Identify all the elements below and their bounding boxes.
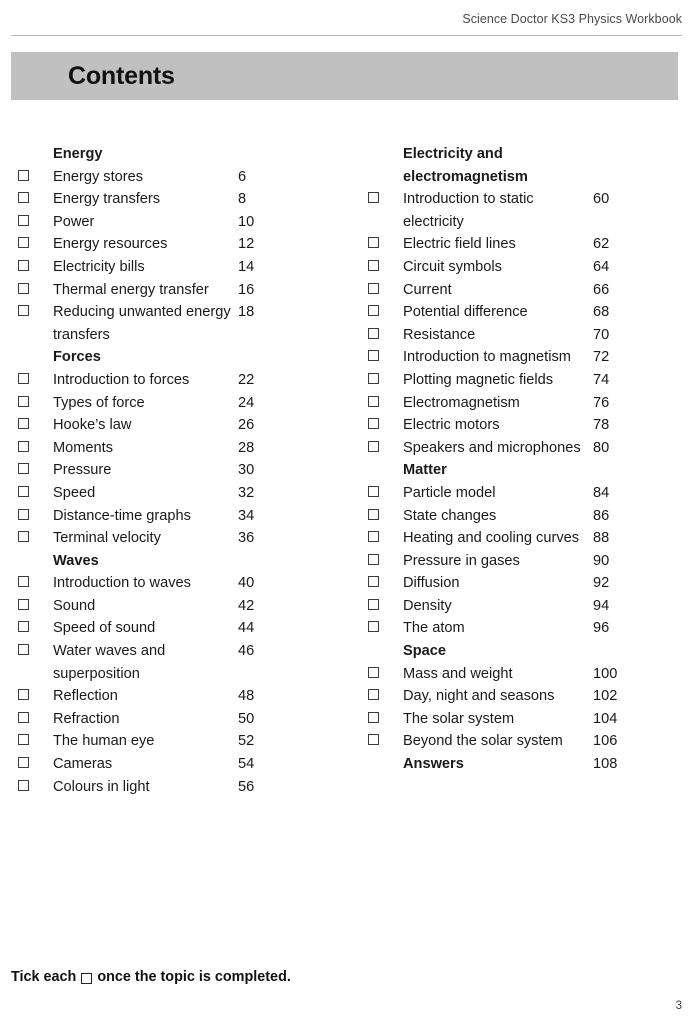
contents-entry-row[interactable] [18, 527, 348, 550]
contents-entry-row[interactable] [18, 617, 348, 640]
topic-checkbox[interactable] [18, 527, 53, 542]
topic-label: Diffusion [403, 575, 460, 592]
checkbox-icon [368, 531, 379, 542]
checkbox-icon [368, 396, 379, 407]
topic-label: Water waves and superposition [53, 643, 166, 682]
topic-label: Sound [53, 597, 96, 614]
contents-group-row [368, 459, 688, 482]
topic-checkbox[interactable] [18, 776, 53, 791]
topic-page-number: 78 [593, 417, 610, 434]
topic-checkbox[interactable] [18, 482, 53, 497]
topic-page-number: 50 [238, 710, 255, 727]
topic-page-number: 54 [238, 756, 255, 773]
checkbox-icon [18, 463, 29, 474]
contents-entry-row[interactable] [18, 753, 348, 776]
page-number: 3 [675, 1000, 682, 1012]
topic-checkbox[interactable] [18, 414, 53, 429]
topic-checkbox[interactable] [368, 482, 403, 497]
topic-checkbox[interactable] [368, 550, 403, 565]
contents-entry-row[interactable] [18, 572, 348, 595]
topic-checkbox[interactable] [18, 505, 53, 520]
checkbox-icon [18, 712, 29, 723]
topic-label: Electricity bills [53, 258, 145, 275]
contents-entry-row[interactable] [18, 188, 348, 211]
footnote [11, 967, 291, 987]
checkbox-icon [18, 260, 29, 271]
topic-checkbox[interactable] [18, 233, 53, 248]
contents-group-row [368, 640, 688, 663]
topic-page-number: 80 [593, 439, 610, 456]
checkbox-icon [368, 192, 379, 203]
topic-page-number: 90 [593, 552, 610, 569]
contents-entry-row[interactable] [368, 595, 688, 618]
contents-entry-row[interactable] [18, 211, 348, 234]
topic-label: Reflection [53, 688, 118, 705]
checkbox-placeholder [18, 143, 53, 158]
topic-label: Introduction to waves [53, 575, 191, 592]
contents-entry-row[interactable] [368, 414, 688, 437]
topic-page-number: 44 [238, 620, 255, 637]
section-heading: Electricity and electromagnetism [403, 146, 528, 185]
topic-checkbox[interactable] [368, 279, 403, 294]
contents-entry-row[interactable] [368, 301, 688, 324]
topic-checkbox[interactable] [18, 595, 53, 610]
topic-checkbox[interactable] [18, 301, 53, 316]
topic-label: Mass and weight [403, 665, 513, 682]
topic-checkbox[interactable] [368, 685, 403, 700]
topic-label: Day, night and seasons [403, 688, 555, 705]
topic-checkbox[interactable] [18, 617, 53, 632]
topic-page-number: 88 [593, 530, 610, 547]
topic-label: Cameras [53, 756, 113, 773]
checkbox-icon [18, 644, 29, 655]
topic-checkbox[interactable] [368, 256, 403, 271]
topic-label: Current [403, 281, 452, 298]
contents-title-band [11, 52, 678, 100]
topic-page-number: 100 [593, 665, 618, 682]
topic-checkbox[interactable] [368, 505, 403, 520]
section-heading: Answers [403, 756, 464, 773]
checkbox-placeholder [368, 640, 403, 655]
topic-label: Circuit symbols [403, 258, 502, 275]
topic-checkbox[interactable] [368, 663, 403, 678]
checkbox-icon [18, 418, 29, 429]
topic-label: Heating and cooling curves [403, 530, 580, 547]
topic-checkbox[interactable] [368, 324, 403, 339]
topic-page-number: 36 [238, 530, 255, 547]
topic-label: Reducing unwanted energy transfers [53, 304, 231, 343]
topic-checkbox[interactable] [18, 211, 53, 226]
topic-page-number: 22 [238, 371, 255, 388]
topic-page-number: 8 [238, 191, 247, 208]
topic-checkbox[interactable] [18, 256, 53, 271]
topic-page-number: 92 [593, 575, 610, 592]
checkbox-icon [368, 509, 379, 520]
checkbox-icon [18, 486, 29, 497]
topic-checkbox[interactable] [18, 437, 53, 452]
topic-checkbox[interactable] [18, 730, 53, 745]
page-title: Contents [68, 61, 175, 90]
contents-entry-row[interactable] [18, 776, 348, 799]
contents-entry-row[interactable] [18, 459, 348, 482]
checkbox-icon [368, 486, 379, 497]
topic-checkbox[interactable] [368, 346, 403, 361]
contents-entry-row[interactable] [368, 730, 688, 753]
contents-entry-row[interactable] [18, 730, 348, 753]
topic-label: Distance-time graphs [53, 507, 191, 524]
contents-entry-row[interactable] [18, 505, 348, 528]
topic-label: The atom [403, 620, 465, 637]
topic-page-number: 40 [238, 575, 255, 592]
running-header-title: Science Doctor KS3 Physics Workbook [462, 12, 682, 26]
contents-entry-row[interactable] [368, 279, 688, 302]
topic-page-number: 94 [593, 597, 610, 614]
contents-entry-row[interactable] [18, 279, 348, 302]
topic-checkbox[interactable] [18, 369, 53, 384]
topic-label: Introduction to forces [53, 371, 190, 388]
checkbox-placeholder [18, 346, 53, 361]
checkbox-icon [368, 237, 379, 248]
checkbox-icon [368, 373, 379, 384]
topic-page-number: 42 [238, 597, 255, 614]
checkbox-icon [368, 667, 379, 678]
contents-entry-row[interactable] [368, 346, 688, 369]
topic-page-number: 12 [238, 236, 255, 253]
topic-label: Electric field lines [403, 236, 516, 253]
checkbox-icon [368, 734, 379, 745]
contents-entry-row[interactable] [18, 301, 348, 346]
contents-entry-row[interactable] [368, 505, 688, 528]
contents-entry-row[interactable] [368, 708, 688, 731]
topic-label: Beyond the solar system [403, 733, 563, 750]
checkbox-icon [18, 757, 29, 768]
topic-page-number: 66 [593, 281, 610, 298]
topic-checkbox[interactable] [18, 459, 53, 474]
topic-page-number: 96 [593, 620, 610, 637]
topic-page-number: 74 [593, 371, 610, 388]
contents-entry-row[interactable] [368, 437, 688, 460]
contents-group-row [18, 143, 348, 166]
checkbox-icon [18, 192, 29, 203]
checkbox-placeholder [18, 550, 53, 565]
contents-entry-row[interactable] [18, 437, 348, 460]
topic-label: Hooke’s law [53, 417, 132, 434]
checkbox-placeholder [368, 143, 403, 158]
topic-page-number: 48 [238, 688, 255, 705]
checkbox-icon [368, 283, 379, 294]
checkbox-icon [18, 283, 29, 294]
topic-page-number: 108 [593, 756, 618, 773]
checkbox-icon [368, 689, 379, 700]
topic-checkbox[interactable] [18, 572, 53, 587]
section-heading: Space [403, 643, 446, 660]
topic-page-number: 64 [593, 258, 610, 275]
contents-entry-row[interactable] [18, 233, 348, 256]
topic-label: Thermal energy transfer [53, 281, 209, 298]
topic-page-number: 52 [238, 733, 255, 750]
header-divider [11, 35, 682, 36]
topic-checkbox[interactable] [368, 392, 403, 407]
checkbox-icon [18, 396, 29, 407]
topic-checkbox[interactable] [368, 188, 403, 203]
contents-group-row [18, 550, 348, 573]
contents-entry-row[interactable] [368, 369, 688, 392]
checkbox-icon [368, 576, 379, 587]
topic-label: Energy transfers [53, 191, 161, 208]
topic-page-number: 60 [593, 191, 610, 208]
topic-label: Terminal velocity [53, 530, 161, 547]
checkbox-icon [368, 350, 379, 361]
topic-label: Moments [53, 439, 114, 456]
checkbox-icon [18, 689, 29, 700]
checkbox-icon [368, 712, 379, 723]
topic-checkbox[interactable] [368, 233, 403, 248]
topic-checkbox[interactable] [368, 301, 403, 316]
topic-page-number: 30 [238, 462, 255, 479]
checkbox-icon [18, 373, 29, 384]
topic-label: The human eye [53, 733, 155, 750]
section-heading: Forces [53, 349, 101, 366]
topic-page-number: 62 [593, 236, 610, 253]
contents-group-row [368, 753, 688, 776]
checkbox-icon [368, 305, 379, 316]
contents-entry-row[interactable] [18, 414, 348, 437]
topic-label: Introduction to magnetism [403, 349, 571, 366]
topic-page-number: 32 [238, 484, 255, 501]
topic-label: Power [53, 213, 95, 230]
checkbox-icon [368, 260, 379, 271]
running-header [11, 10, 682, 35]
checkbox-icon [18, 237, 29, 248]
topic-page-number: 14 [238, 258, 255, 275]
checkbox-icon [18, 734, 29, 745]
contents-column-left [18, 143, 348, 798]
topic-checkbox[interactable] [368, 595, 403, 610]
topic-label: Speakers and microphones [403, 439, 581, 456]
contents-entry-row[interactable] [18, 392, 348, 415]
topic-label: State changes [403, 507, 497, 524]
topic-checkbox[interactable] [18, 708, 53, 723]
topic-checkbox[interactable] [368, 414, 403, 429]
section-heading: Waves [53, 552, 99, 569]
topic-checkbox[interactable] [18, 166, 53, 181]
topic-page-number: 18 [238, 304, 255, 321]
checkbox-icon [368, 328, 379, 339]
contents-entry-row[interactable] [368, 233, 688, 256]
topic-checkbox[interactable] [368, 617, 403, 632]
topic-label: Plotting magnetic fields [403, 371, 554, 388]
contents-column-right [368, 143, 688, 776]
topic-page-number: 28 [238, 439, 255, 456]
topic-page-number: 84 [593, 484, 610, 501]
topic-page-number: 104 [593, 710, 618, 727]
topic-label: The solar system [403, 710, 515, 727]
checkbox-icon [18, 441, 29, 452]
contents-entry-row[interactable] [18, 482, 348, 505]
topic-page-number: 102 [593, 688, 618, 705]
checkbox-icon [18, 531, 29, 542]
contents-entry-row[interactable] [368, 663, 688, 686]
topic-page-number: 86 [593, 507, 610, 524]
section-heading: Matter [403, 462, 447, 479]
checkbox-icon [18, 509, 29, 520]
checkbox-placeholder [368, 753, 403, 768]
topic-label: Refraction [53, 710, 120, 727]
contents-entry-row[interactable] [18, 708, 348, 731]
contents-entry-row[interactable] [368, 685, 688, 708]
topic-label: Electric motors [403, 417, 500, 434]
checkbox-icon [368, 441, 379, 452]
topic-label: Speed [53, 484, 96, 501]
topic-page-number: 106 [593, 733, 618, 750]
checkbox-icon [18, 599, 29, 610]
contents-entry-row[interactable] [18, 369, 348, 392]
contents-entry-row[interactable] [18, 685, 348, 708]
topic-page-number: 16 [238, 281, 255, 298]
contents-entry-row[interactable] [368, 188, 688, 233]
topic-checkbox[interactable] [18, 392, 53, 407]
contents-entry-row[interactable] [18, 595, 348, 618]
checkbox-icon [368, 554, 379, 565]
contents-entry-row[interactable] [368, 482, 688, 505]
checkbox-icon [18, 780, 29, 791]
checkbox-icon [368, 599, 379, 610]
topic-page-number: 24 [238, 394, 255, 411]
contents-entry-row[interactable] [368, 392, 688, 415]
checkbox-icon [18, 215, 29, 226]
topic-page-number: 46 [238, 643, 255, 660]
contents-group-row [368, 143, 688, 188]
topic-label: Particle model [403, 484, 496, 501]
checkbox-icon [18, 621, 29, 632]
topic-page-number: 6 [238, 168, 247, 185]
topic-checkbox[interactable] [18, 685, 53, 700]
topic-page-number: 68 [593, 304, 610, 321]
contents-entry-row[interactable] [368, 527, 688, 550]
checkbox-placeholder [368, 459, 403, 474]
topic-checkbox[interactable] [18, 753, 53, 768]
topic-label: Types of force [53, 394, 145, 411]
contents-entry-row[interactable] [368, 617, 688, 640]
topic-label: Pressure in gases [403, 552, 520, 569]
topic-label: Potential difference [403, 304, 528, 321]
topic-checkbox[interactable] [368, 708, 403, 723]
contents-group-row [18, 346, 348, 369]
topic-label: Energy resources [53, 236, 168, 253]
topic-label: Density [403, 597, 452, 614]
checkbox-icon [368, 621, 379, 632]
topic-page-number: 26 [238, 417, 255, 434]
contents-entry-row[interactable] [368, 550, 688, 573]
topic-label: Introduction to static electricity [403, 191, 534, 230]
contents-entry-row[interactable] [18, 640, 348, 685]
checkbox-icon [18, 170, 29, 181]
topic-checkbox[interactable] [368, 437, 403, 452]
contents-entry-row[interactable] [18, 256, 348, 279]
contents-entry-row[interactable] [368, 256, 688, 279]
topic-checkbox[interactable] [18, 279, 53, 294]
footnote-text-before: Tick each [11, 969, 77, 985]
topic-label: Energy stores [53, 168, 144, 185]
topic-page-number: 72 [593, 349, 610, 366]
topic-label: Resistance [403, 326, 476, 343]
section-heading: Energy [53, 146, 103, 162]
topic-checkbox[interactable] [368, 527, 403, 542]
topic-page-number: 70 [593, 326, 610, 343]
topic-checkbox[interactable] [368, 369, 403, 384]
checkbox-icon [18, 576, 29, 587]
topic-label: Colours in light [53, 778, 150, 795]
checkbox-icon [81, 973, 92, 984]
checkbox-icon [368, 418, 379, 429]
topic-label: Electromagnetism [403, 394, 520, 411]
footnote-text-after: once the topic is completed. [97, 969, 291, 985]
checkbox-icon [18, 305, 29, 316]
contents-entry-row[interactable] [18, 166, 348, 189]
topic-page-number: 34 [238, 507, 255, 524]
topic-checkbox[interactable] [368, 572, 403, 587]
topic-checkbox[interactable] [18, 188, 53, 203]
topic-checkbox[interactable] [18, 640, 53, 655]
topic-label: Pressure [53, 462, 112, 479]
topic-checkbox[interactable] [368, 730, 403, 745]
topic-page-number: 10 [238, 213, 255, 230]
contents-entry-row[interactable] [368, 324, 688, 347]
topic-label: Speed of sound [53, 620, 156, 637]
contents-entry-row[interactable] [368, 572, 688, 595]
topic-page-number: 76 [593, 394, 610, 411]
topic-page-number: 56 [238, 778, 255, 795]
